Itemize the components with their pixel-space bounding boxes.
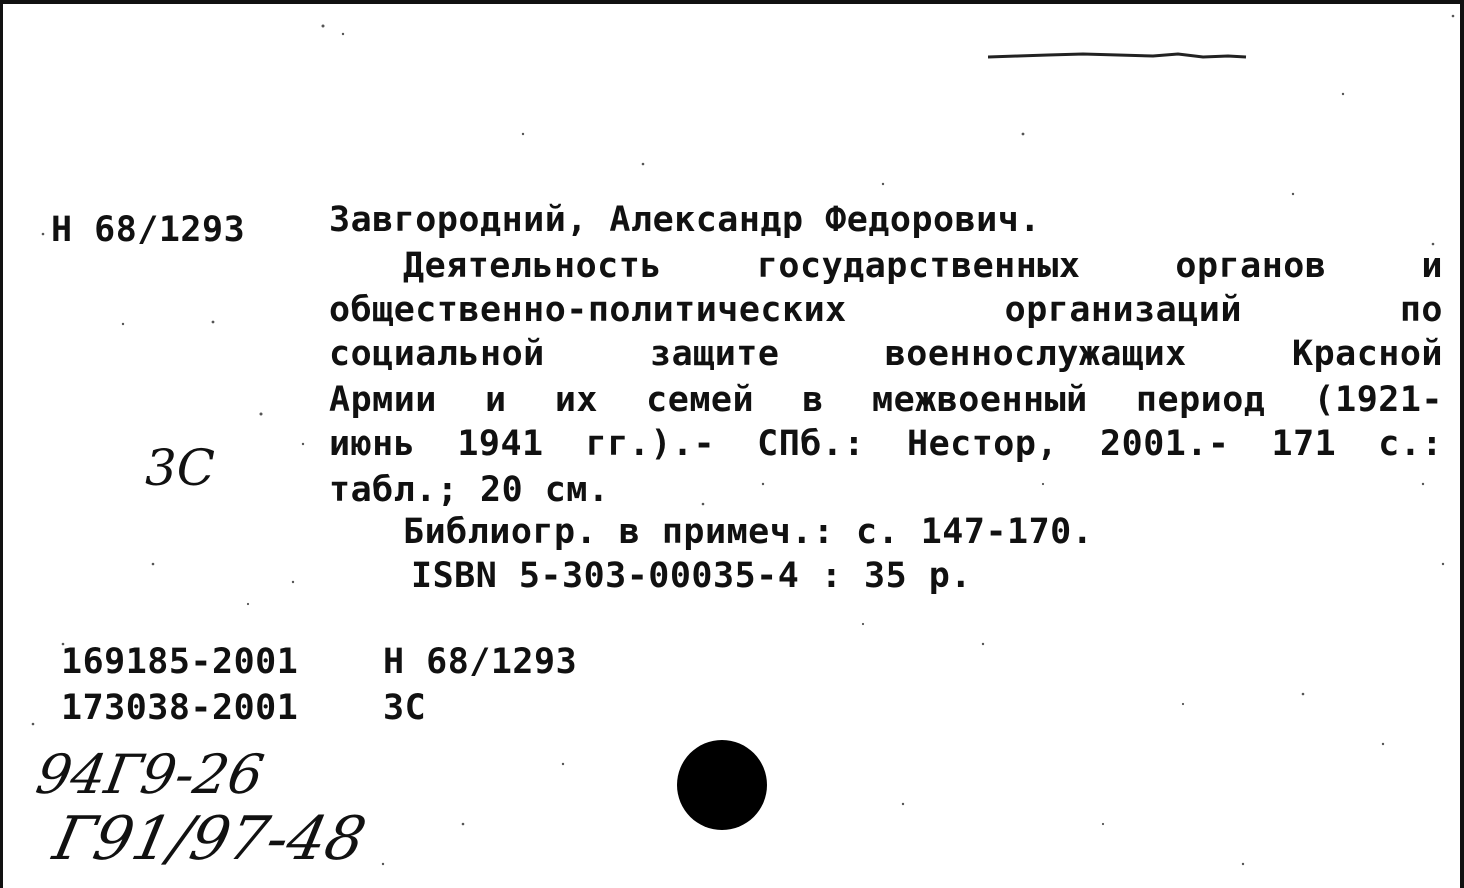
- handwritten-code: Г91/97-48: [47, 804, 372, 874]
- title-line: общественно-политических организаций по: [329, 290, 1443, 330]
- isbn-price: ISBN 5-303-00035-4 : 35 р.: [411, 556, 972, 596]
- inventory-location: 3С: [383, 688, 427, 728]
- print-scuff: [988, 48, 1248, 62]
- title-line: социальной защите военнослужащих Красной: [329, 334, 1443, 374]
- physical-description: табл.; 20 см.: [329, 470, 610, 510]
- punch-hole: [677, 740, 767, 830]
- inventory-number: 169185-2001: [61, 642, 299, 682]
- inventory-number: 173038-2001: [61, 688, 299, 728]
- handwritten-code: 94Г9-26: [31, 743, 269, 806]
- inventory-location: Н 68/1293: [383, 642, 578, 682]
- author-heading: Завгородний, Александр Федорович.: [329, 200, 1041, 240]
- title-line: Армии и их семей в межвоенный период (1921-: [329, 380, 1443, 420]
- bibliography-note: Библиогр. в примеч.: с. 147-170.: [403, 512, 1094, 552]
- handwritten-location-mark: 3С: [145, 439, 216, 497]
- title-line: Деятельность государственных органов и: [403, 246, 1443, 286]
- shelfmark: Н 68/1293: [51, 210, 246, 250]
- title-line: июнь 1941 гг.).- СПб.: Нестор, 2001.- 171 с.:: [329, 424, 1443, 464]
